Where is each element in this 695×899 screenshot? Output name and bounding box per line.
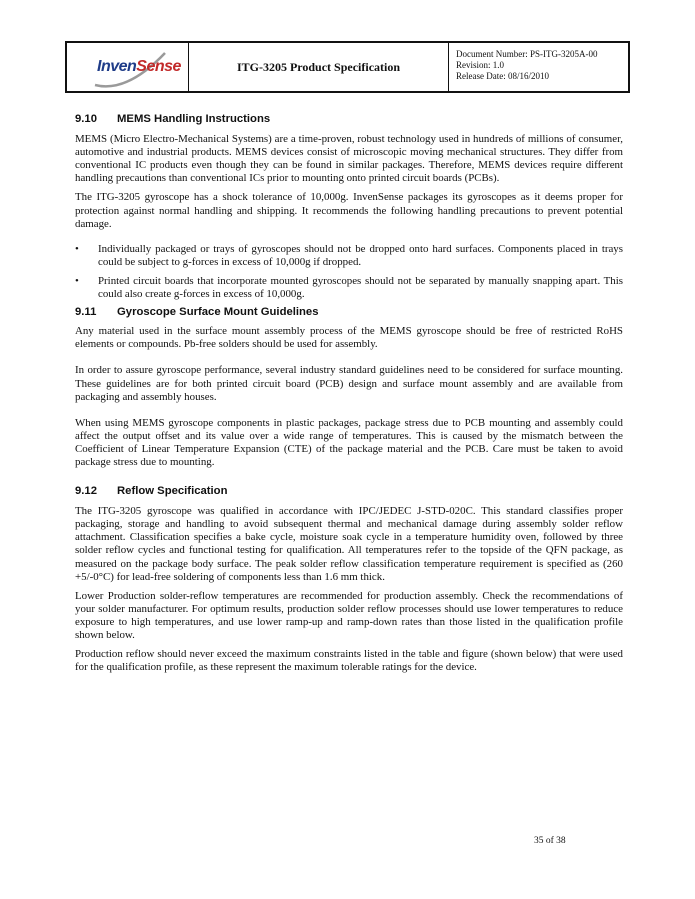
bullet-icon: • — [75, 242, 79, 255]
paragraph: Production reflow should never exceed the maximum constraints listed in the table and figure (shown below) that were used for the qualification profile, as these represent the maximum tolerable ratings for the device. — [75, 648, 623, 674]
document-title: ITG-3205 Product Specification — [189, 43, 449, 91]
paragraph: Lower Production solder-reflow temperatures are recommended for production assembly. Check the recommendations of your solder manufacturer. For optimum results, production solder reflow processes should use lower temperatures to reduce exposure to high temperatures, and use lower ramp-up and ramp-down rates than those listed in the qualification profile shown below. — [75, 589, 623, 641]
paragraph: Any material used in the surface mount assembly process of the MEMS gyroscope should be free of restricted RoHS elements or compounds. Pb-free solders should be used for assembly. — [75, 325, 623, 351]
section-title: Reflow Specification — [117, 485, 228, 498]
document-meta — [449, 43, 628, 91]
list-item — [75, 275, 623, 301]
bullet-icon: • — [75, 274, 79, 287]
page-number: 35 of 38 — [534, 836, 566, 846]
revision: Revision: 1.0 — [456, 60, 505, 70]
paragraph: In order to assure gyroscope performance, several industry standard guidelines need to be considered for surface mounting. These guidelines are for both printed circuit board (PCB) design and surface mount assembly and are available from packaging and assembly houses. — [75, 364, 623, 403]
logo-inven: Inven — [97, 58, 137, 75]
page-header — [65, 41, 630, 93]
paragraph: MEMS (Micro Electro-Mechanical Systems) are a time-proven, robust technology used in hundreds of millions of consumer, automotive and industrial products. MEMS devices consist of microscopic moving mechanical structures. They differ from conventional IC products even though they can be found in similar packages. Therefore, MEMS devices require different handling precautions than conventional ICs prior to mounting onto printed circuit boards (PCBs). — [75, 133, 623, 185]
paragraph: When using MEMS gyroscope components in plastic packages, package stress due to PCB mounting and assembly could affect the output offset and its value over a wide range of temperatures. This is caused by the mismatch between the Coefficient of Linear Temperature Expansion (CTE) of the package material and the PCB. Care must be taken to avoid package stress due to mounting. — [75, 416, 623, 468]
section-number: 9.12 — [75, 485, 97, 498]
bullet-list — [75, 243, 623, 301]
paragraph: The ITG-3205 gyroscope was qualified in accordance with IPC/JEDEC J-STD-020C. This standard classifies proper packaging, storage and handling to avoid subsequent thermal and mechanical damage during assembly solder reflow attachment. Classification specifies a bake cycle, moisture soak cycle in a temperature humidity oven, followed by three solder reflow cycles and functional testing for qualification. All temperatures refer to the topside of the QFN package, as measured on the package body surface. The peak solder reflow classification temperature requirement is specified as (260 +5/-0°C) for lead-free soldering of components less than 1.6 mm thick. — [75, 505, 623, 583]
section-title: MEMS Handling Instructions — [117, 113, 271, 125]
list-item-text: Printed circuit boards that incorporate mounted gyroscopes should not be separated by manually snapping apart. This could also create g-forces in excess of 10,000g. — [98, 274, 623, 301]
list-item-text: Individually packaged or trays of gyroscopes should not be dropped onto hard surfaces. Components placed in trays could be subject to g-forces in excess of 10,000g if dropped. — [98, 242, 623, 268]
section-heading-9-12 — [75, 485, 623, 498]
section-number: 9.10 — [75, 113, 97, 125]
section-heading-9-11 — [75, 306, 623, 319]
document-number: Document Number: PS-ITG-3205A-00 — [456, 49, 598, 59]
page-content — [75, 113, 623, 674]
company-logo — [67, 43, 189, 91]
paragraph: The ITG-3205 gyroscope has a shock tolerance of 10,000g. InvenSense packages its gyroscopes as it deems proper for protection against normal handling and shipping. It recommends the following handling precautions to prevent potential damage. — [75, 191, 623, 230]
section-number: 9.11 — [75, 306, 97, 319]
section-title: Gyroscope Surface Mount Guidelines — [117, 306, 319, 319]
logo-text — [97, 58, 181, 76]
list-item — [75, 243, 623, 269]
logo-sense: Sense — [136, 58, 181, 75]
release-date: Release Date: 08/16/2010 — [456, 71, 549, 81]
section-heading-9-10 — [75, 113, 623, 126]
